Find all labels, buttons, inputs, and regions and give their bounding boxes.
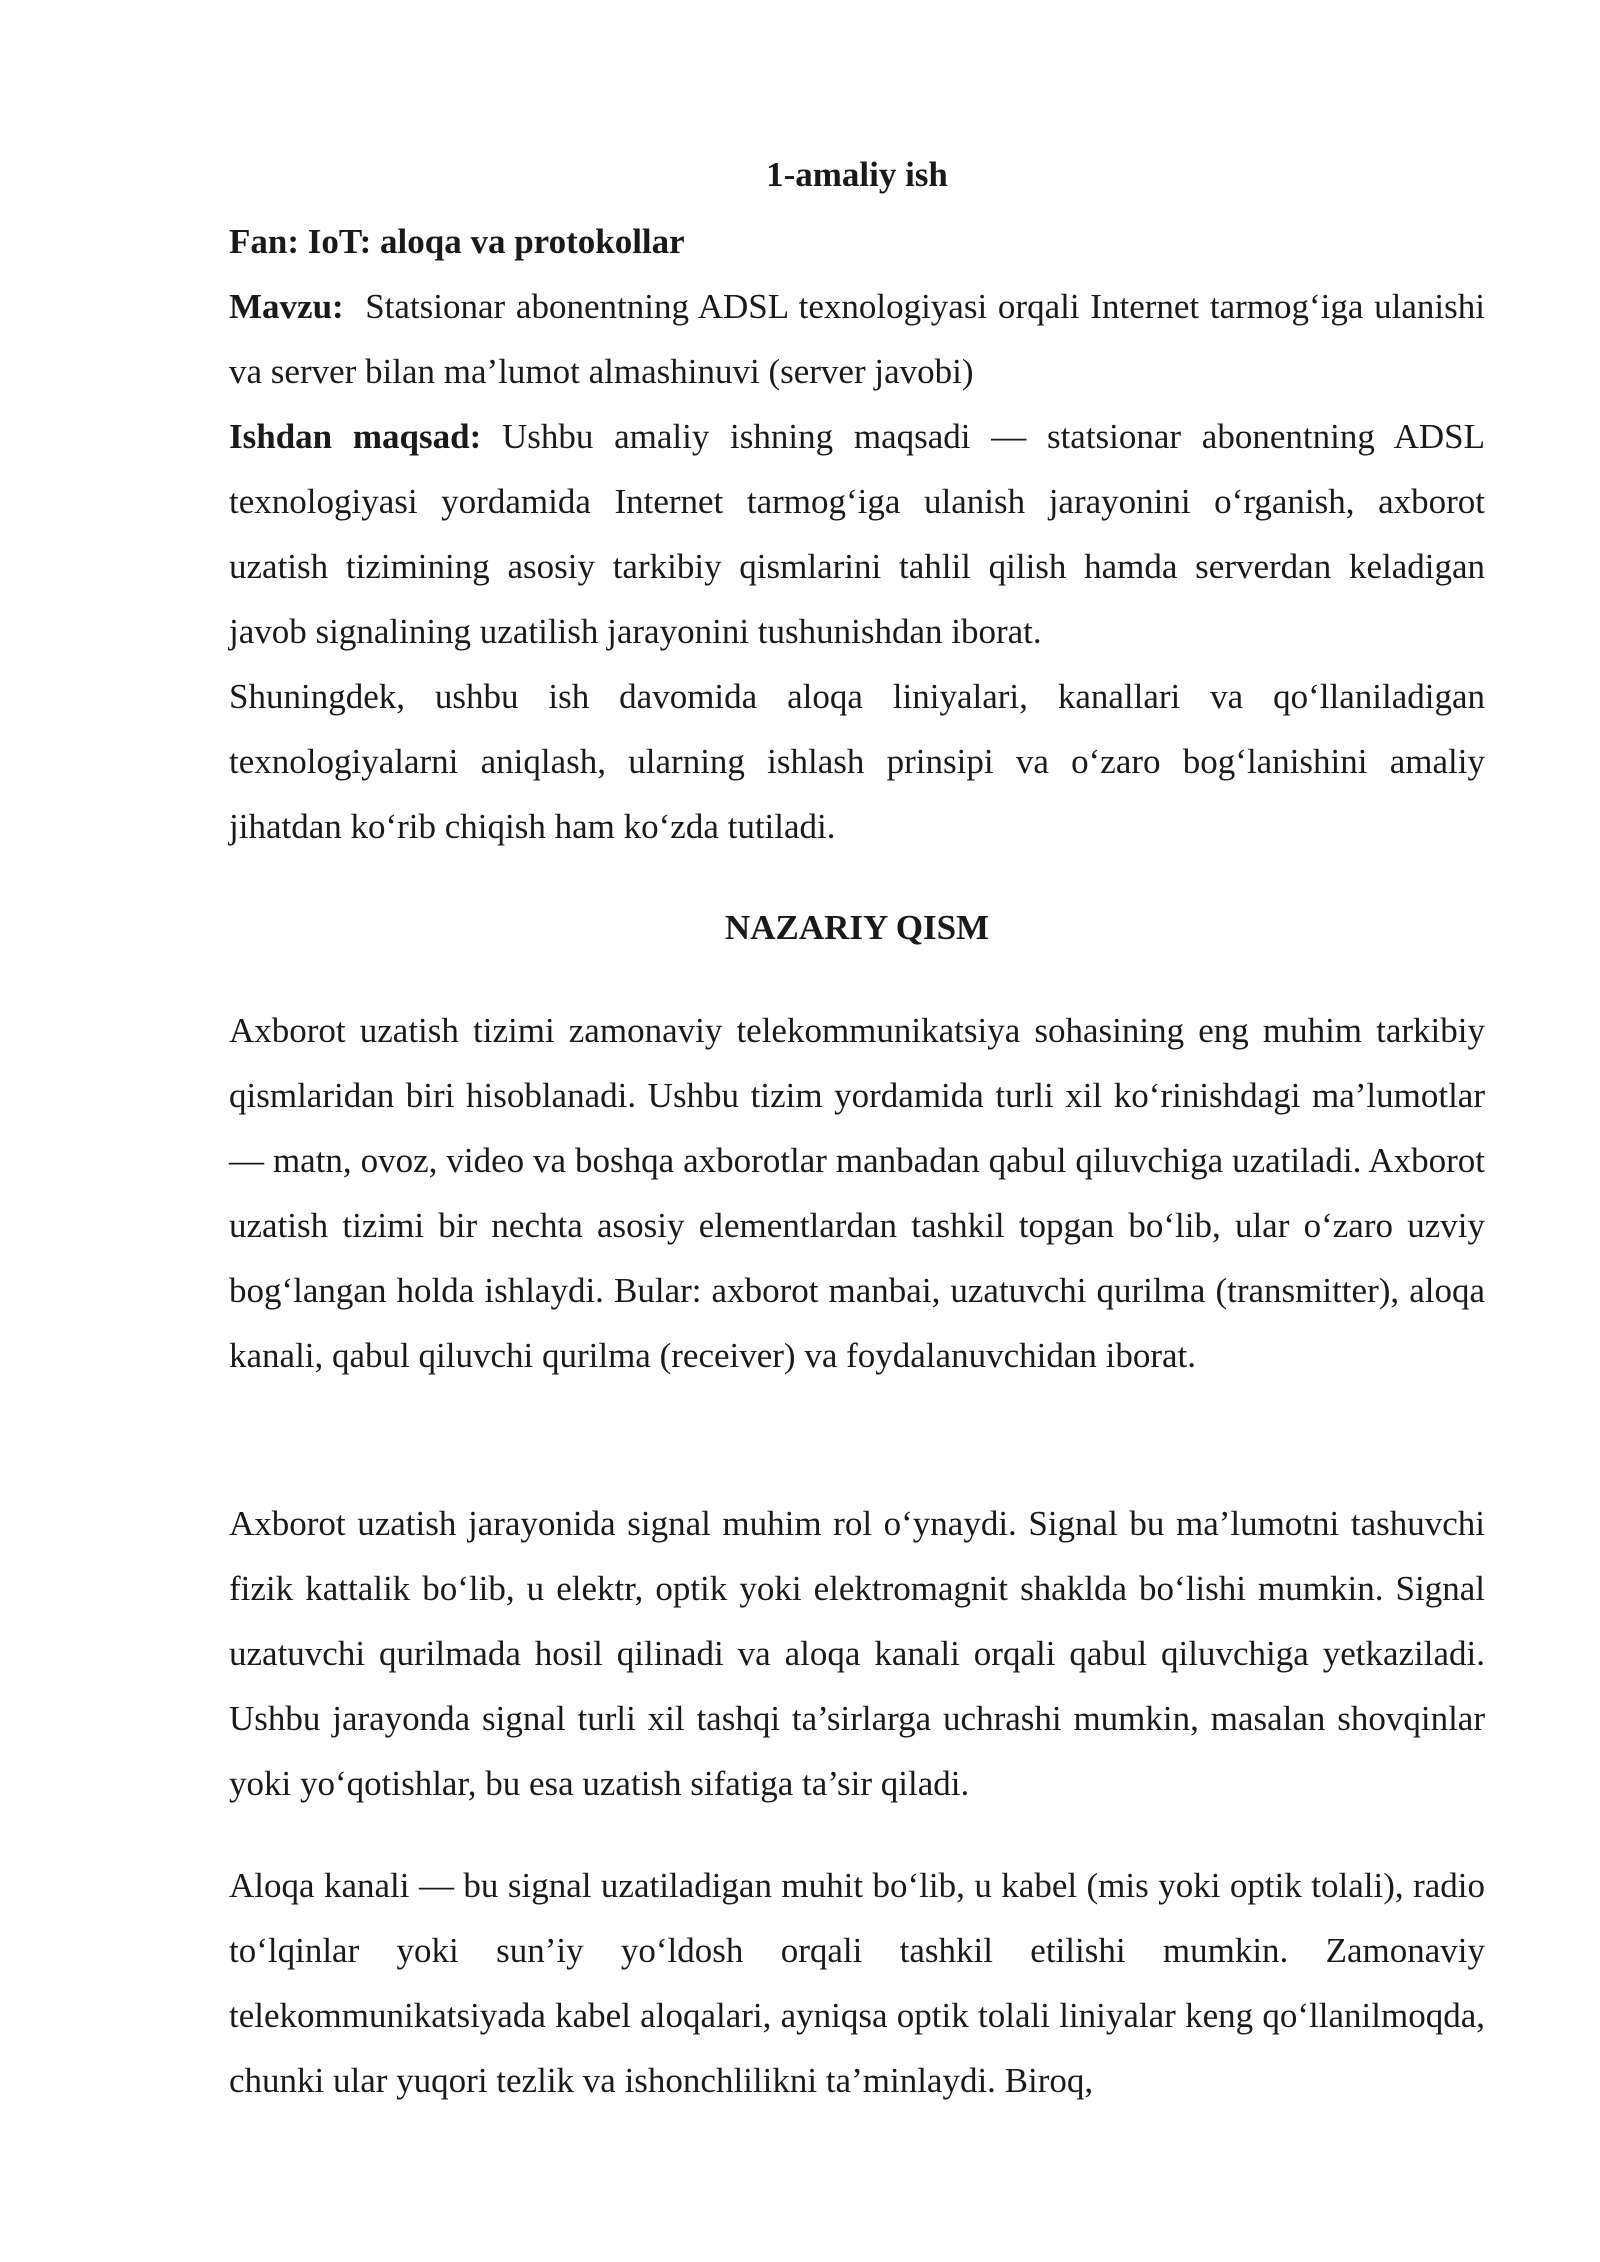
subject-line: [229, 209, 1485, 274]
paragraph-text: Aloqa kanali — bu signal uzatiladigan muhit bo‘lib, u kabel (mis yoki optik tolali), radio to‘lqinlar yoki sun’iy yo‘ldosh orqali tashkil etilishi mumkin. Zamonaviy telekommunikatsiyada kabel aloqalari, ayniqsa optik tolali liniyalar keng qo‘llanilmoqda, chunki ular yuqori tezlik va ishonchlilikni ta’minlaydi. Biroq,: [229, 1866, 1485, 2100]
topic-text: Statsionar abonentning ADSL texnologiyasi orqali Internet tarmog‘iga ulanishi va server bilan ma’lumot almashinuvi (server javobi): [229, 287, 1486, 391]
topic-label: Mavzu:: [229, 287, 344, 326]
goal-line: [229, 404, 1485, 664]
topic-line: [229, 274, 1485, 404]
paragraph: [229, 998, 1485, 1388]
paragraph: [229, 1491, 1485, 1816]
goal-text: Ushbu amaliy ishning maqsadi — statsionar abonentning ADSL texnologiyasi yordamida Internet tarmog‘iga ulanish jarayonini o‘rganish, axborot uzatish tizimining asosiy tarkibiy qismlarini tahlil qilish hamda serverdan keladigan javob signalining uzatilish jarayonini tushunishdan iborat.: [229, 417, 1486, 651]
page-title: 1-amaliy ish: [766, 155, 948, 194]
goal-label: Ishdan maqsad:: [229, 417, 482, 456]
subject-label: Fan: IoT: aloqa va protokollar: [229, 222, 685, 261]
paragraph: [229, 1853, 1485, 2113]
paragraph-text: Axborot uzatish tizimi zamonaviy telekommunikatsiya sohasining eng muhim tarkibiy qismlaridan biri hisoblanadi. Ushbu tizim yordamida turli xil ko‘rinishdagi ma’lumotlar — matn, ovoz, video va boshqa axborotlar manbadan qabul qiluvchiga uzatiladi. Axborot uzatish tizimi bir nechta asosiy elementlardan tashkil topgan bo‘lib, ular o‘zaro uzviy bog‘langan holda ishlaydi. Bular: axborot manbai, uzatuvchi qurilma (transmitter), aloqa kanali, qabul qiluvchi qurilma (receiver) va foydalanuvchidan iborat.: [229, 1011, 1485, 1375]
paragraph-text: Axborot uzatish jarayonida signal muhim rol o‘ynaydi. Signal bu ma’lumotni tashuvchi fizik kattalik bo‘lib, u elektr, optik yoki elektromagnit shaklda bo‘lishi mumkin. Signal uzatuvchi qurilmada hosil qilinadi va aloqa kanali orqali qabul qiluvchiga yetkaziladi. Ushbu jarayonda signal turli xil tashqi ta’sirlarga uchrashi mumkin, masalan shovqinlar yoki yo‘qotishlar, bu esa uzatish sifatiga ta’sir qiladi.: [229, 1504, 1485, 1803]
goal-continued: Shuningdek, ushbu ish davomida aloqa liniyalari, kanallari va qo‘llaniladigan texnologiyalarni aniqlash, ularning ishlash prinsipi va o‘zaro bog‘lanishini amaliy jihatdan ko‘rib chiqish ham ko‘zda tutiladi.: [229, 677, 1485, 846]
section-heading: NAZARIY QISM: [724, 908, 990, 947]
intro-section: [229, 209, 1485, 859]
